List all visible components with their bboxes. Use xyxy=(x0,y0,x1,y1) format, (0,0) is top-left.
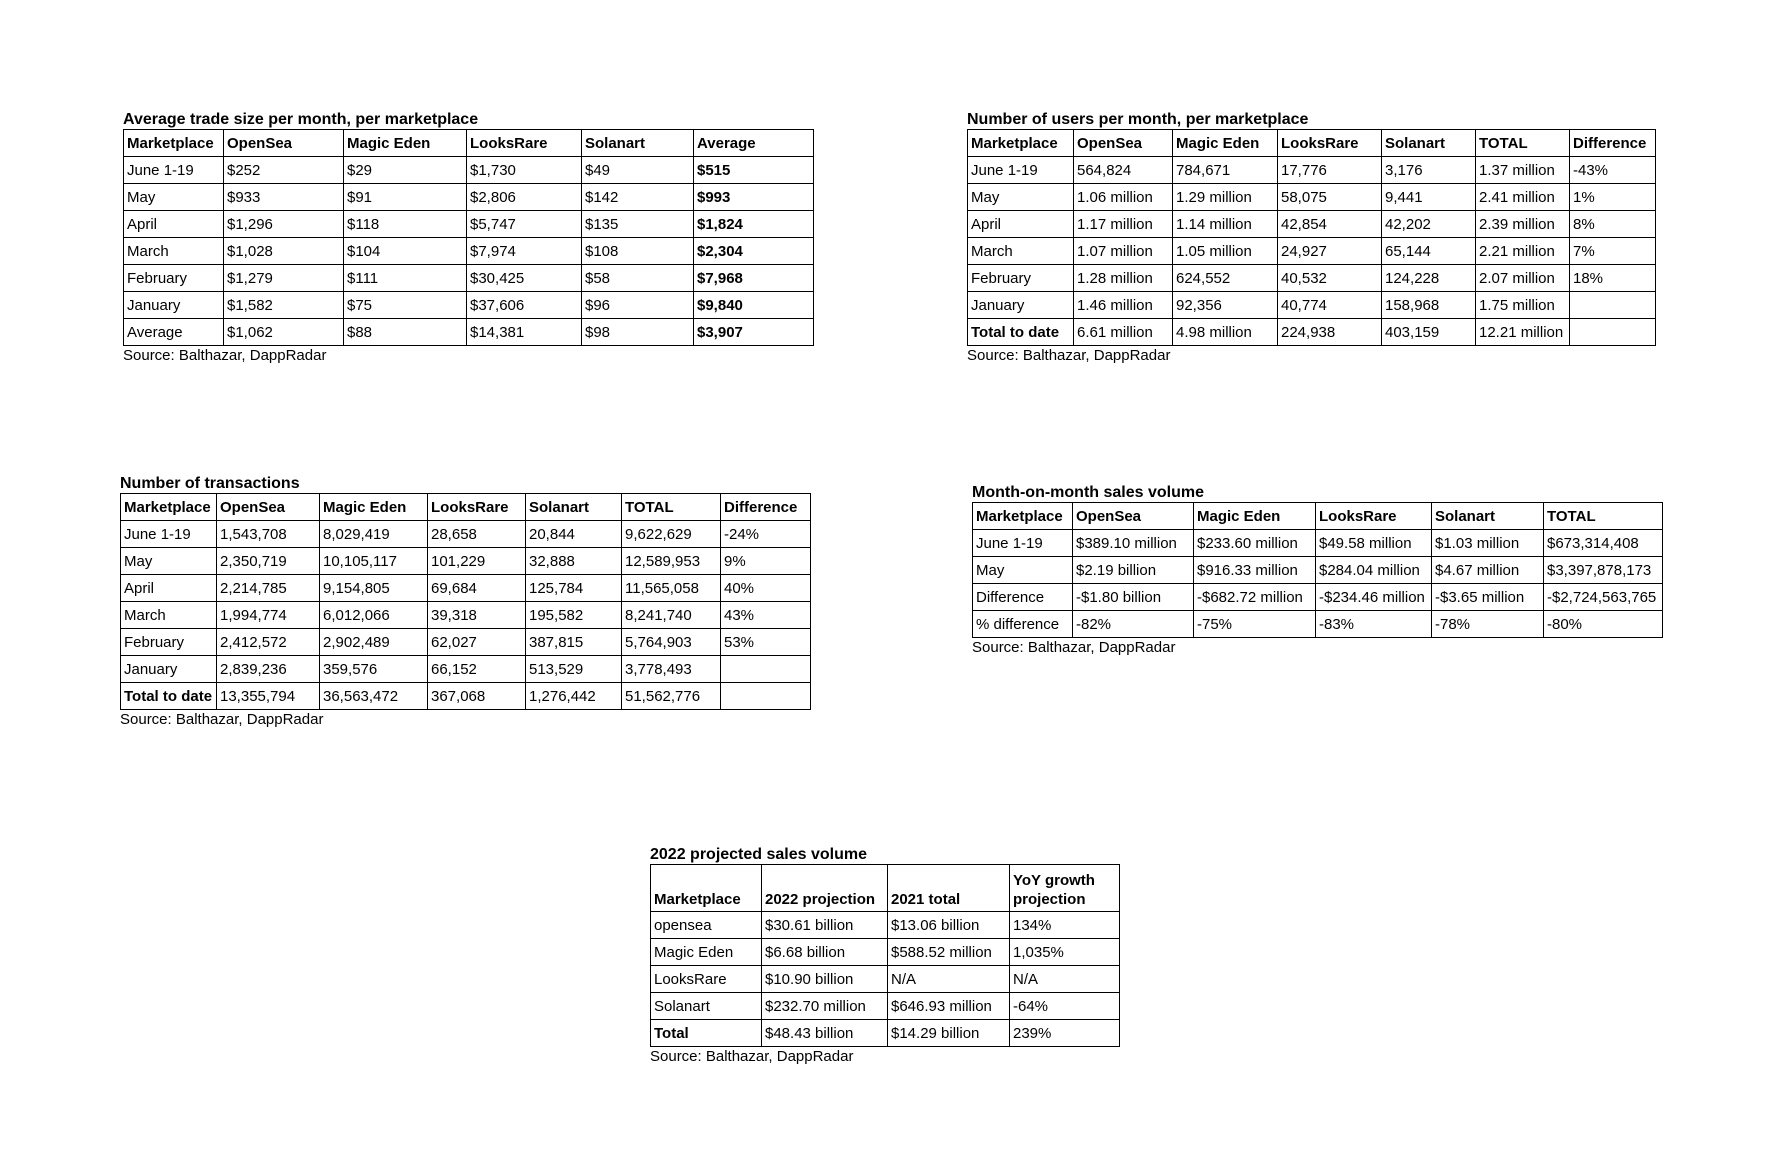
table-cell xyxy=(721,656,811,683)
table-cell: 58,075 xyxy=(1278,184,1382,211)
table-cell: 134% xyxy=(1010,912,1120,939)
table-cell: -24% xyxy=(721,521,811,548)
header-cell: Marketplace xyxy=(124,130,224,157)
table-block-sales-volume xyxy=(972,484,1663,658)
table-cell: $6.68 billion xyxy=(762,939,888,966)
table-cell: Average xyxy=(124,319,224,346)
table-cell: May xyxy=(124,184,224,211)
table-cell: 2,412,572 xyxy=(217,629,320,656)
table-row xyxy=(973,557,1663,584)
data-table xyxy=(650,864,1120,1047)
data-table xyxy=(123,129,814,346)
table-cell: $1,279 xyxy=(224,265,344,292)
table-cell: June 1-19 xyxy=(124,157,224,184)
table-cell: 53% xyxy=(721,629,811,656)
table-cell: 1.14 million xyxy=(1173,211,1278,238)
table-cell: $30.61 billion xyxy=(762,912,888,939)
source-note: Source: Balthazar, DappRadar xyxy=(123,347,327,364)
table-cell: $2.19 billion xyxy=(1073,557,1194,584)
table-cell: 101,229 xyxy=(428,548,526,575)
header-cell: OpenSea xyxy=(1073,503,1194,530)
table-row xyxy=(121,683,811,710)
table-cell: $96 xyxy=(582,292,694,319)
table-row xyxy=(124,265,814,292)
table-cell: $104 xyxy=(344,238,467,265)
table-cell: $29 xyxy=(344,157,467,184)
table-cell: 3,778,493 xyxy=(622,656,721,683)
table-cell: 6,012,066 xyxy=(320,602,428,629)
table-cell: $1,296 xyxy=(224,211,344,238)
table-cell: 564,824 xyxy=(1074,157,1173,184)
header-cell: YoY growth projection xyxy=(1010,865,1120,912)
data-table xyxy=(972,502,1663,638)
table-cell: $515 xyxy=(694,157,814,184)
table-cell xyxy=(1570,292,1656,319)
table-cell: 12,589,953 xyxy=(622,548,721,575)
header-cell: TOTAL xyxy=(1544,503,1663,530)
table-cell: 1,543,708 xyxy=(217,521,320,548)
table-cell: 10,105,117 xyxy=(320,548,428,575)
table-cell: $14.29 billion xyxy=(888,1020,1010,1047)
table-header-row xyxy=(121,494,811,521)
table-title: Month-on-month sales volume xyxy=(972,484,1204,501)
table-cell: $3,907 xyxy=(694,319,814,346)
table-cell: 2,214,785 xyxy=(217,575,320,602)
header-cell: Magic Eden xyxy=(320,494,428,521)
table-cell: 17,776 xyxy=(1278,157,1382,184)
table-cell: June 1-19 xyxy=(121,521,217,548)
table-row xyxy=(124,211,814,238)
table-cell: 1.46 million xyxy=(1074,292,1173,319)
table-cell: $91 xyxy=(344,184,467,211)
table-cell: $108 xyxy=(582,238,694,265)
table-row xyxy=(973,611,1663,638)
table-cell: 6.61 million xyxy=(1074,319,1173,346)
table-row xyxy=(651,912,1120,939)
table-cell: $916.33 million xyxy=(1194,557,1316,584)
table-cell: 69,684 xyxy=(428,575,526,602)
header-cell: Magic Eden xyxy=(344,130,467,157)
table-cell: $252 xyxy=(224,157,344,184)
table-cell: 7% xyxy=(1570,238,1656,265)
table-cell: $9,840 xyxy=(694,292,814,319)
table-cell: May xyxy=(121,548,217,575)
table-cell: $993 xyxy=(694,184,814,211)
table-cell: 40% xyxy=(721,575,811,602)
table-title: Number of users per month, per marketplace xyxy=(967,111,1309,128)
table-cell: 158,968 xyxy=(1382,292,1476,319)
table-cell: 2.21 million xyxy=(1476,238,1570,265)
table-cell: 1.07 million xyxy=(1074,238,1173,265)
table-title: Number of transactions xyxy=(120,475,300,492)
table-cell: January xyxy=(124,292,224,319)
header-cell: Average xyxy=(694,130,814,157)
table-cell: 4.98 million xyxy=(1173,319,1278,346)
table-cell: $588.52 million xyxy=(888,939,1010,966)
table-cell: -$234.46 million xyxy=(1316,584,1432,611)
table-header-row xyxy=(968,130,1656,157)
table-cell: 124,228 xyxy=(1382,265,1476,292)
data-table xyxy=(120,493,811,710)
table-cell: April xyxy=(968,211,1074,238)
table-cell: $673,314,408 xyxy=(1544,530,1663,557)
table-cell: $284.04 million xyxy=(1316,557,1432,584)
table-cell: $2,806 xyxy=(467,184,582,211)
source-note: Source: Balthazar, DappRadar xyxy=(120,711,324,728)
table-cell: -$682.72 million xyxy=(1194,584,1316,611)
table-cell: 40,532 xyxy=(1278,265,1382,292)
table-cell: February xyxy=(124,265,224,292)
table-cell: $118 xyxy=(344,211,467,238)
table-cell: LooksRare xyxy=(651,966,762,993)
table-cell: $88 xyxy=(344,319,467,346)
header-cell: Solanart xyxy=(526,494,622,521)
table-cell: 11,565,058 xyxy=(622,575,721,602)
header-cell: TOTAL xyxy=(1476,130,1570,157)
source-note: Source: Balthazar, DappRadar xyxy=(972,639,1176,656)
table-cell: May xyxy=(973,557,1073,584)
table-cell: 2.07 million xyxy=(1476,265,1570,292)
table-cell: 387,815 xyxy=(526,629,622,656)
table-cell: 403,159 xyxy=(1382,319,1476,346)
table-cell: Magic Eden xyxy=(651,939,762,966)
table-cell: 66,152 xyxy=(428,656,526,683)
table-cell: $30,425 xyxy=(467,265,582,292)
header-cell: 2022 projection xyxy=(762,865,888,912)
table-cell: 1,035% xyxy=(1010,939,1120,966)
table-cell: -82% xyxy=(1073,611,1194,638)
table-cell: 12.21 million xyxy=(1476,319,1570,346)
table-cell: 1,994,774 xyxy=(217,602,320,629)
table-cell: $49.58 million xyxy=(1316,530,1432,557)
table-cell: -$3.65 million xyxy=(1432,584,1544,611)
table-block-projected-sales xyxy=(650,846,1120,1067)
table-cell: $1,582 xyxy=(224,292,344,319)
table-block-users xyxy=(967,111,1656,366)
table-cell: $37,606 xyxy=(467,292,582,319)
table-cell: 9,622,629 xyxy=(622,521,721,548)
table-cell: $111 xyxy=(344,265,467,292)
table-cell: March xyxy=(968,238,1074,265)
table-cell: $389.10 million xyxy=(1073,530,1194,557)
table-header-row xyxy=(973,503,1663,530)
table-cell: $1,824 xyxy=(694,211,814,238)
table-cell: 2,839,236 xyxy=(217,656,320,683)
table-cell xyxy=(721,683,811,710)
table-cell: $233.60 million xyxy=(1194,530,1316,557)
table-cell: $5,747 xyxy=(467,211,582,238)
table-cell: 5,764,903 xyxy=(622,629,721,656)
table-block-transactions xyxy=(120,475,811,730)
header-cell: Marketplace xyxy=(968,130,1074,157)
table-row xyxy=(124,238,814,265)
header-cell: Difference xyxy=(721,494,811,521)
table-cell: -75% xyxy=(1194,611,1316,638)
table-row xyxy=(968,157,1656,184)
table-cell: 9% xyxy=(721,548,811,575)
table-row xyxy=(973,530,1663,557)
table-cell: 13,355,794 xyxy=(217,683,320,710)
table-cell: % difference xyxy=(973,611,1073,638)
table-block-avg-trade-size xyxy=(123,111,814,366)
table-cell: Total to date xyxy=(121,683,217,710)
table-row xyxy=(651,1020,1120,1047)
table-cell: January xyxy=(968,292,1074,319)
table-cell: Solanart xyxy=(651,993,762,1020)
table-cell: 65,144 xyxy=(1382,238,1476,265)
table-cell: 39,318 xyxy=(428,602,526,629)
table-cell: $1.03 million xyxy=(1432,530,1544,557)
source-note: Source: Balthazar, DappRadar xyxy=(967,347,1171,364)
table-cell: 1.05 million xyxy=(1173,238,1278,265)
table-cell: $2,304 xyxy=(694,238,814,265)
table-cell: $135 xyxy=(582,211,694,238)
table-cell: 42,202 xyxy=(1382,211,1476,238)
table-row xyxy=(968,292,1656,319)
table-cell: -78% xyxy=(1432,611,1544,638)
table-cell: March xyxy=(124,238,224,265)
header-cell: OpenSea xyxy=(217,494,320,521)
table-cell: 36,563,472 xyxy=(320,683,428,710)
table-cell: 51,562,776 xyxy=(622,683,721,710)
table-cell: $98 xyxy=(582,319,694,346)
table-cell: 1.75 million xyxy=(1476,292,1570,319)
table-cell: March xyxy=(121,602,217,629)
table-cell: 8% xyxy=(1570,211,1656,238)
header-cell: Marketplace xyxy=(973,503,1073,530)
table-cell: 8,029,419 xyxy=(320,521,428,548)
table-row xyxy=(124,157,814,184)
table-cell: 24,927 xyxy=(1278,238,1382,265)
header-cell: OpenSea xyxy=(1074,130,1173,157)
table-cell: 513,529 xyxy=(526,656,622,683)
table-row xyxy=(968,319,1656,346)
table-cell: $75 xyxy=(344,292,467,319)
table-row xyxy=(124,184,814,211)
table-cell: 9,154,805 xyxy=(320,575,428,602)
table-cell: 1.06 million xyxy=(1074,184,1173,211)
table-cell: N/A xyxy=(1010,966,1120,993)
header-cell: TOTAL xyxy=(622,494,721,521)
table-cell: -$2,724,563,765 xyxy=(1544,584,1663,611)
table-row xyxy=(968,211,1656,238)
table-row xyxy=(121,629,811,656)
table-cell: 2,350,719 xyxy=(217,548,320,575)
table-cell: May xyxy=(968,184,1074,211)
table-row xyxy=(124,319,814,346)
table-cell: 125,784 xyxy=(526,575,622,602)
table-cell: 367,068 xyxy=(428,683,526,710)
table-cell: $1,730 xyxy=(467,157,582,184)
table-cell: $7,968 xyxy=(694,265,814,292)
header-cell: Solanart xyxy=(1382,130,1476,157)
table-cell: $1,028 xyxy=(224,238,344,265)
table-cell: 1,276,442 xyxy=(526,683,622,710)
table-cell: $3,397,878,173 xyxy=(1544,557,1663,584)
table-cell: June 1-19 xyxy=(973,530,1073,557)
source-note: Source: Balthazar, DappRadar xyxy=(650,1048,854,1065)
header-cell: Solanart xyxy=(1432,503,1544,530)
table-cell: 28,658 xyxy=(428,521,526,548)
table-cell: opensea xyxy=(651,912,762,939)
table-cell: 1.17 million xyxy=(1074,211,1173,238)
table-cell: April xyxy=(121,575,217,602)
table-cell: 92,356 xyxy=(1173,292,1278,319)
header-cell: Magic Eden xyxy=(1173,130,1278,157)
table-cell: Total xyxy=(651,1020,762,1047)
table-cell: June 1-19 xyxy=(968,157,1074,184)
header-cell: Difference xyxy=(1570,130,1656,157)
table-header-row xyxy=(124,130,814,157)
header-cell: Marketplace xyxy=(651,865,762,912)
table-cell: 20,844 xyxy=(526,521,622,548)
table-cell: $646.93 million xyxy=(888,993,1010,1020)
table-row xyxy=(121,656,811,683)
header-cell: LooksRare xyxy=(1278,130,1382,157)
table-row xyxy=(968,265,1656,292)
table-cell: 1.37 million xyxy=(1476,157,1570,184)
table-cell: N/A xyxy=(888,966,1010,993)
table-cell: 224,938 xyxy=(1278,319,1382,346)
table-row xyxy=(651,993,1120,1020)
table-cell: -80% xyxy=(1544,611,1663,638)
table-cell: 195,582 xyxy=(526,602,622,629)
table-row xyxy=(968,184,1656,211)
table-row xyxy=(968,238,1656,265)
table-cell: -$1.80 billion xyxy=(1073,584,1194,611)
table-cell: 32,888 xyxy=(526,548,622,575)
table-row xyxy=(121,521,811,548)
table-cell: -43% xyxy=(1570,157,1656,184)
table-cell: February xyxy=(121,629,217,656)
table-cell: 2.41 million xyxy=(1476,184,1570,211)
header-cell: OpenSea xyxy=(224,130,344,157)
table-cell: 42,854 xyxy=(1278,211,1382,238)
table-row xyxy=(973,584,1663,611)
table-row xyxy=(651,966,1120,993)
table-cell: 1.28 million xyxy=(1074,265,1173,292)
table-cell: $10.90 billion xyxy=(762,966,888,993)
table-cell: 8,241,740 xyxy=(622,602,721,629)
header-cell: LooksRare xyxy=(467,130,582,157)
table-cell: $142 xyxy=(582,184,694,211)
table-cell: Total to date xyxy=(968,319,1074,346)
table-cell: $7,974 xyxy=(467,238,582,265)
table-cell: 62,027 xyxy=(428,629,526,656)
header-cell: LooksRare xyxy=(1316,503,1432,530)
header-cell: Solanart xyxy=(582,130,694,157)
table-cell: $4.67 million xyxy=(1432,557,1544,584)
table-cell: $933 xyxy=(224,184,344,211)
table-cell: 784,671 xyxy=(1173,157,1278,184)
table-cell: -64% xyxy=(1010,993,1120,1020)
table-title: Average trade size per month, per marketplace xyxy=(123,111,479,128)
table-row xyxy=(124,292,814,319)
table-cell: 9,441 xyxy=(1382,184,1476,211)
table-cell: $232.70 million xyxy=(762,993,888,1020)
table-cell: -83% xyxy=(1316,611,1432,638)
table-row xyxy=(121,575,811,602)
table-cell: 2.39 million xyxy=(1476,211,1570,238)
table-row xyxy=(121,602,811,629)
header-cell: LooksRare xyxy=(428,494,526,521)
table-cell: $13.06 billion xyxy=(888,912,1010,939)
table-cell: $48.43 billion xyxy=(762,1020,888,1047)
table-cell: 239% xyxy=(1010,1020,1120,1047)
table-cell: 1% xyxy=(1570,184,1656,211)
table-cell xyxy=(1570,319,1656,346)
table-cell: February xyxy=(968,265,1074,292)
header-cell: Magic Eden xyxy=(1194,503,1316,530)
table-header-row xyxy=(651,865,1120,912)
table-cell: April xyxy=(124,211,224,238)
table-row xyxy=(121,548,811,575)
header-cell: Marketplace xyxy=(121,494,217,521)
table-cell: 40,774 xyxy=(1278,292,1382,319)
table-cell: $14,381 xyxy=(467,319,582,346)
table-cell: $49 xyxy=(582,157,694,184)
table-cell: 624,552 xyxy=(1173,265,1278,292)
header-cell: 2021 total xyxy=(888,865,1010,912)
table-cell: 1.29 million xyxy=(1173,184,1278,211)
table-cell: $1,062 xyxy=(224,319,344,346)
table-cell: 18% xyxy=(1570,265,1656,292)
table-row xyxy=(651,939,1120,966)
table-title: 2022 projected sales volume xyxy=(650,846,867,863)
table-cell: 3,176 xyxy=(1382,157,1476,184)
table-cell: 359,576 xyxy=(320,656,428,683)
table-cell: 2,902,489 xyxy=(320,629,428,656)
table-cell: Difference xyxy=(973,584,1073,611)
table-cell: 43% xyxy=(721,602,811,629)
data-table xyxy=(967,129,1656,346)
table-cell: $58 xyxy=(582,265,694,292)
table-cell: January xyxy=(121,656,217,683)
